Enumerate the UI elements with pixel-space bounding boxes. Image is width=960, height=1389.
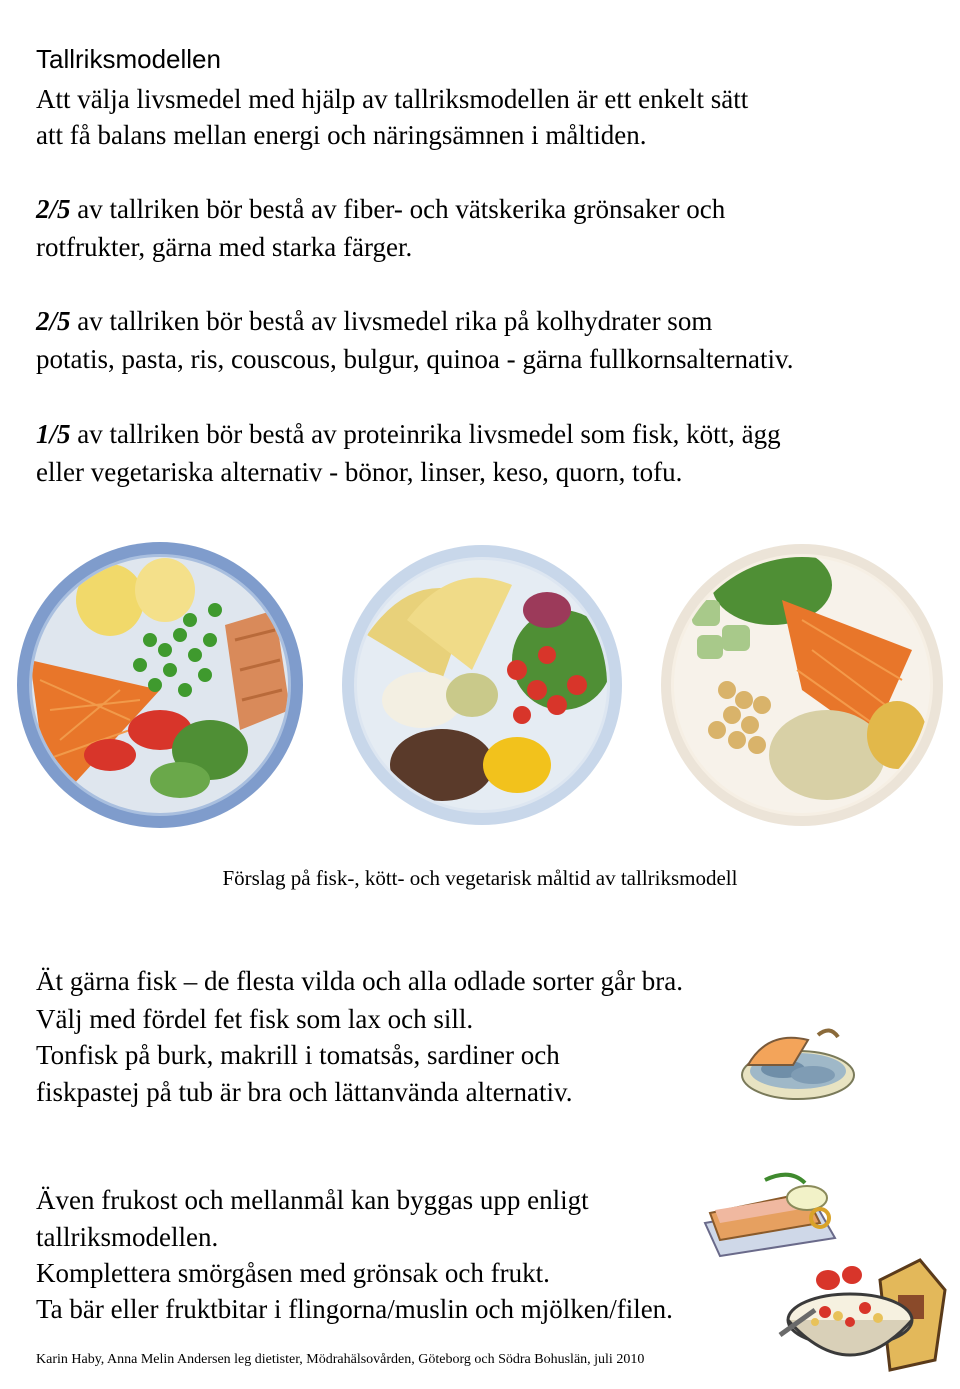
fish-tin-icon [738,1025,858,1105]
vegetables-fraction: 2/5 [36,194,71,224]
breakfast-line-2: tallriksmodellen. [36,1222,219,1252]
footer-credits: Karin Haby, Anna Melin Andersen leg dietister, Mödrahälsovården, Göteborg och Södra Bohuslän, juli 2010 [36,1352,645,1367]
breakfast-line-3: Komplettera smörgåsen med grönsak och frukt. [36,1258,550,1288]
plates-caption: Förslag på fisk-, kött- och vegetarisk måltid av tallriksmodell [222,866,738,890]
fish-line-4: fiskpastej på tub är bra och lättanvända alternativ. [36,1077,573,1107]
vegetables-line-2: rotfrukter, gärna med starka färger. [36,232,413,262]
carbs-text-1: av tallriken bör bestå av livsmedel rika på kolhydrater som [70,306,713,336]
carbs-line-1 [36,308,712,335]
fish-line-2: Välj med fördel fet fisk som lax och sill. [36,1004,474,1034]
breakfast-line-4: Ta bär eller fruktbitar i flingorna/muslin och mjölken/filen. [36,1294,673,1324]
protein-fraction: 1/5 [36,419,71,449]
breakfast-line-1: Även frukost och mellanmål kan byggas upp enligt [36,1185,589,1215]
meat-plate-image [332,540,632,830]
intro-line-1: Att välja livsmedel med hjälp av tallriksmodellen är ett enkelt sätt [36,84,749,114]
carbs-line-2: potatis, pasta, ris, couscous, bulgur, quinoa - gärna fullkornsalternativ. [36,344,794,374]
page-title: Tallriksmodellen [36,44,221,74]
protein-text-1: av tallriken bör bestå av proteinrika livsmedel som fisk, kött, ägg [70,419,781,449]
vegetarian-plate-image [652,540,952,830]
fish-plate-image [10,540,310,830]
protein-line-1 [36,421,781,448]
vegetables-line-1 [36,196,725,223]
protein-line-2: eller vegetariska alternativ - bönor, linser, keso, quorn, tofu. [36,457,683,487]
carbs-fraction: 2/5 [36,306,71,336]
intro-line-2: att få balans mellan energi och näringsämnen i måltiden. [36,120,647,150]
fish-line-1: Ät gärna fisk – de flesta vilda och alla odlade sorter går bra. [36,966,683,996]
fish-line-3: Tonfisk på burk, makrill i tomatsås, sardiner och [36,1040,560,1070]
vegetables-text-1: av tallriken bör bestå av fiber- och vätskerika grönsaker och [70,194,726,224]
cereal-bowl-icon [770,1250,950,1380]
sandwich-icon [695,1168,845,1258]
